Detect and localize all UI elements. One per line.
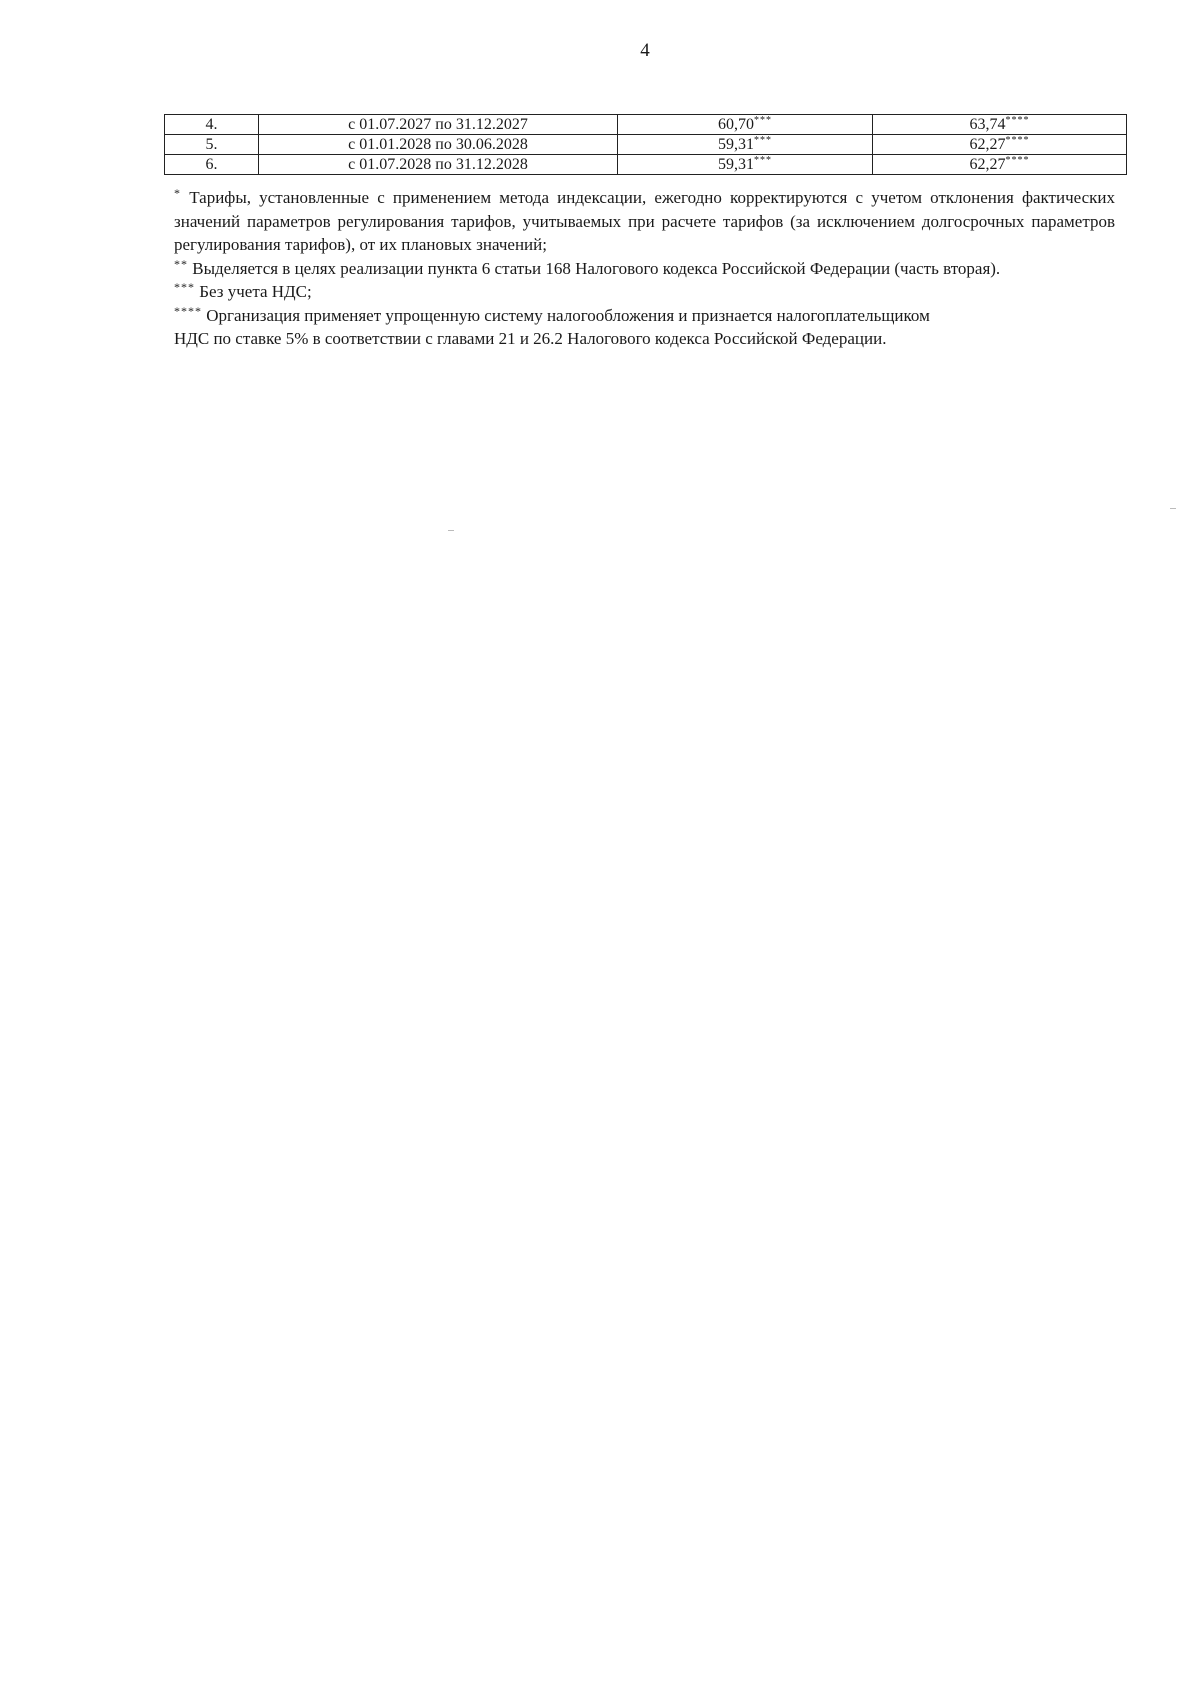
tariff-value: 59,31 [718, 136, 754, 153]
row-number-cell: 4. [165, 115, 259, 135]
footnote-mark: **** [1005, 155, 1030, 166]
scan-artifact [448, 530, 454, 531]
footnote-text: Тарифы, установленные с применением метода индексации, ежегодно корректируются с учетом отклонения фактических значений параметров регулирования тарифов, учитываемых при расчете тарифов (за исключением долгосрочных параметров регулирования тарифов), от их плановых значений; [174, 188, 1116, 254]
footnote-mark: **** [174, 303, 202, 318]
footnote-mark: *** [174, 280, 195, 294]
footnote-text: Без учета НДС; [199, 282, 312, 301]
footnote-3 [174, 280, 1115, 304]
footnote-2 [174, 257, 1115, 281]
footnote-text: НДС по ставке 5% в соответствии с главами 21 и 26.2 Налогового кодекса Российской Федерации. [174, 329, 887, 348]
tariff-value: 63,74 [969, 116, 1006, 133]
period-cell: с 01.07.2027 по 31.12.2027 [259, 115, 618, 135]
tariff-value: 62,27 [969, 156, 1006, 173]
footnote-mark: ** [174, 256, 188, 271]
footnote-mark: **** [1005, 135, 1030, 146]
footnote-text: Организация применяет упрощенную систему налогообложения и признается налогоплательщиком [206, 305, 930, 325]
row-number-cell: 5. [165, 135, 259, 155]
footnote-mark: **** [1005, 115, 1030, 126]
footnote-1 [174, 186, 1115, 257]
tariff-value: 62,27 [969, 136, 1006, 153]
tariff-without-vat-cell [618, 155, 873, 175]
tariff-without-vat-cell [618, 115, 873, 135]
footnote-text: Выделяется в целях реализации пункта 6 статьи 168 Налогового кодекса Российской Федерации (часть вторая). [192, 258, 1001, 278]
footnotes [174, 186, 1115, 351]
footnote-mark: *** [754, 135, 772, 146]
footnote-4 [174, 304, 1115, 328]
row-number-cell: 6. [165, 155, 259, 175]
table-row [165, 155, 1127, 175]
tariff-with-vat-cell [873, 155, 1127, 175]
footnote-4-continuation [174, 327, 1115, 351]
scan-artifact [1170, 508, 1176, 509]
period-cell: с 01.07.2028 по 31.12.2028 [259, 155, 618, 175]
footnote-mark: *** [754, 155, 772, 166]
table-row [165, 135, 1127, 155]
period-cell: с 01.01.2028 по 30.06.2028 [259, 135, 618, 155]
tariff-table [164, 114, 1127, 175]
table-row [165, 115, 1127, 135]
tariff-value: 59,31 [718, 156, 754, 173]
tariff-value: 60,70 [718, 116, 754, 133]
tariff-with-vat-cell [873, 115, 1127, 135]
tariff-without-vat-cell [618, 135, 873, 155]
tariff-with-vat-cell [873, 135, 1127, 155]
footnote-mark: * [174, 186, 181, 200]
page-number: 4 [640, 40, 650, 61]
footnote-mark: *** [754, 115, 772, 126]
